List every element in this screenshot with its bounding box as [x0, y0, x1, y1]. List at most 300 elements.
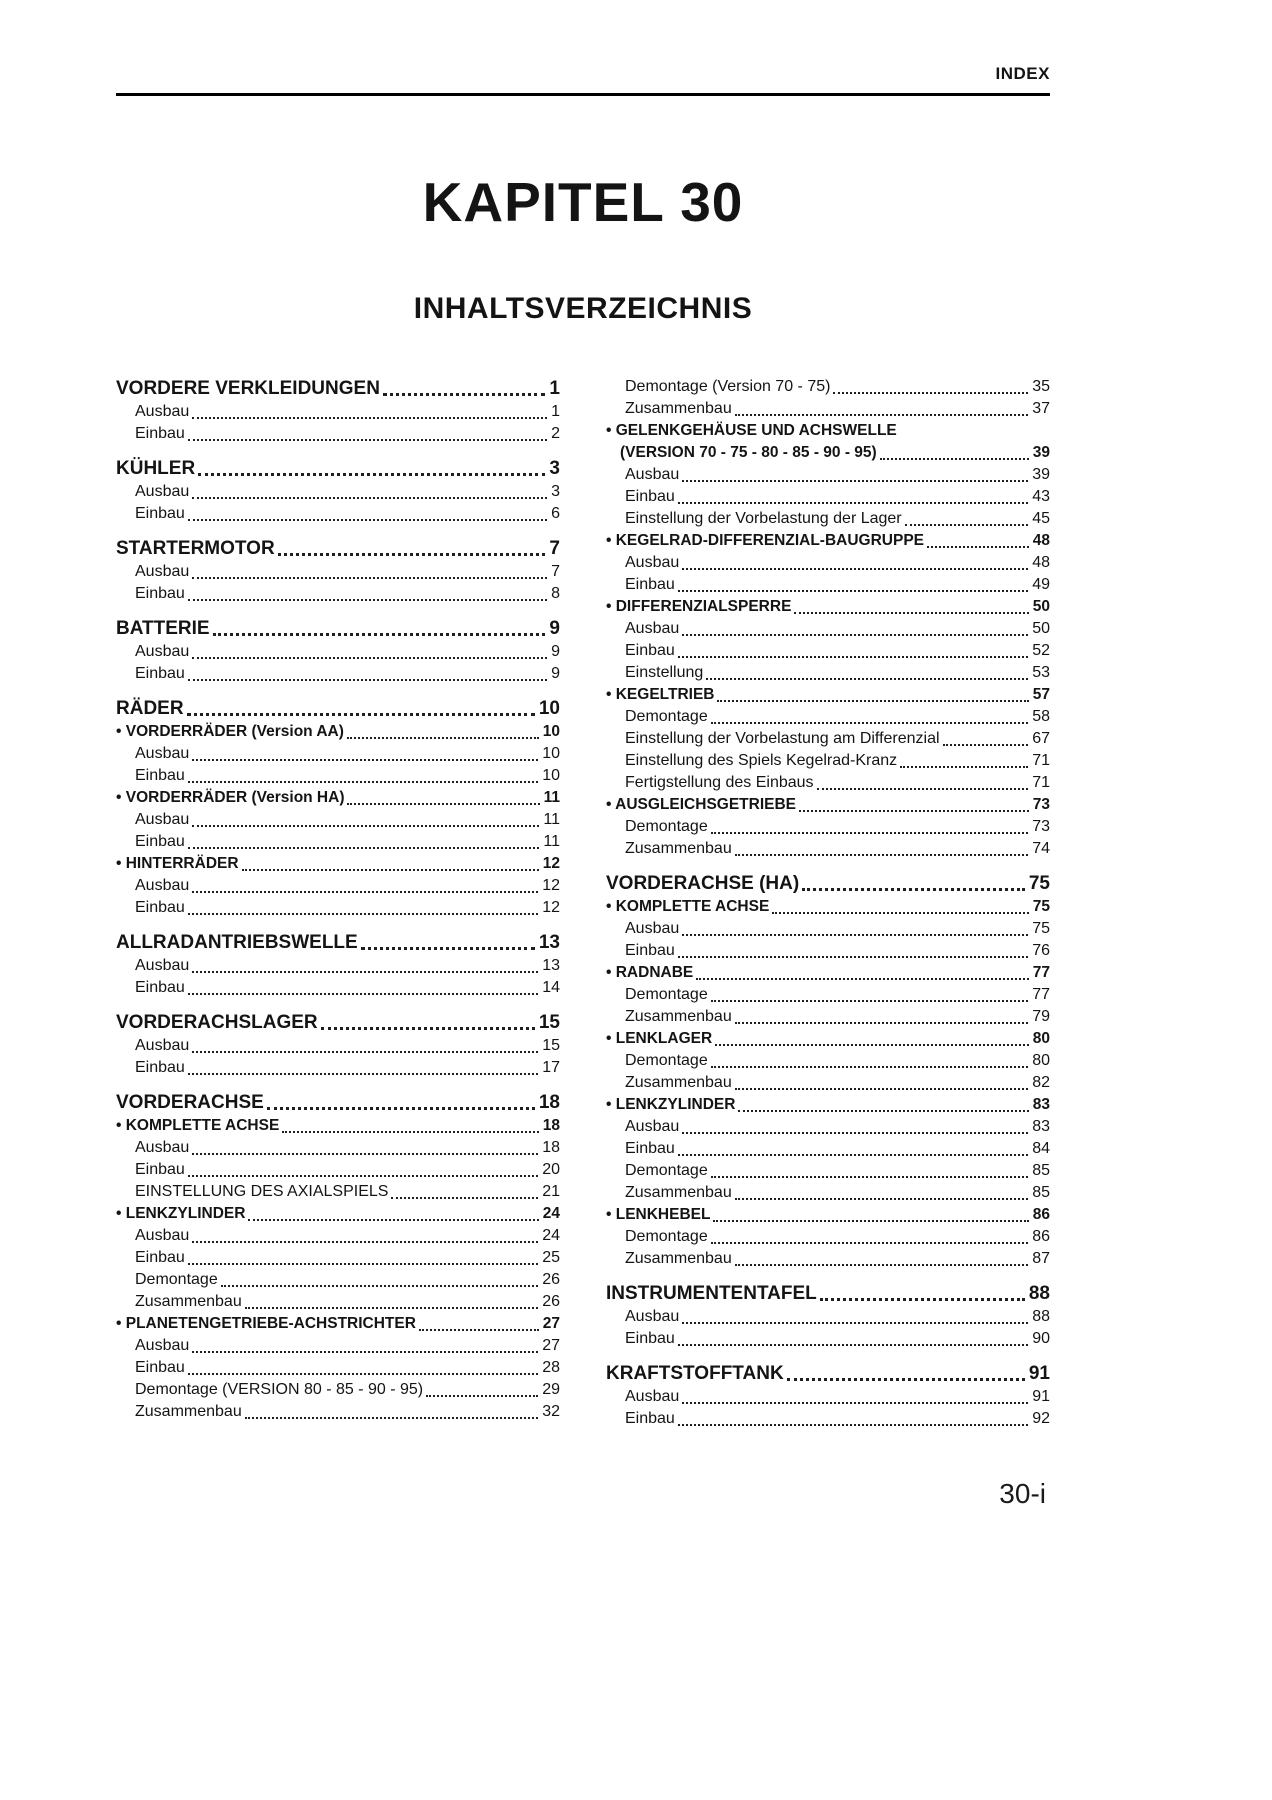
dotted-leader	[711, 1242, 1028, 1244]
dotted-leader	[682, 1322, 1028, 1324]
dotted-leader	[905, 524, 1029, 526]
dotted-leader	[711, 1000, 1028, 1002]
toc-entry	[606, 750, 1050, 772]
toc-entry-label: • RADNABE	[606, 964, 694, 981]
toc-entry-page: 9	[549, 618, 560, 639]
dotted-leader	[900, 766, 1028, 768]
dotted-leader	[188, 1373, 538, 1375]
toc-entry-label: Ausbau	[625, 554, 680, 571]
toc-entry-label: • GELENKGEHÄUSE UND ACHSWELLE	[606, 422, 897, 439]
toc-entry	[116, 503, 560, 525]
dotted-leader	[682, 634, 1028, 636]
toc-entry-label: Einbau	[135, 1059, 185, 1076]
toc-entry-page: 11	[543, 811, 560, 828]
toc-entry-label: • LENKHEBEL	[606, 1206, 711, 1223]
dotted-leader	[711, 722, 1028, 724]
dotted-leader	[192, 1241, 538, 1243]
toc-entry-page: 73	[1032, 818, 1050, 835]
dotted-leader	[192, 497, 547, 499]
toc-entry	[116, 1181, 560, 1203]
toc-entry	[606, 486, 1050, 508]
dotted-leader	[278, 553, 546, 556]
toc-entry	[606, 464, 1050, 486]
toc-entry-label: VORDERACHSLAGER	[116, 1012, 318, 1033]
dotted-leader	[678, 1344, 1028, 1346]
dotted-leader	[678, 1154, 1028, 1156]
toc-entry-page: 24	[542, 1205, 560, 1222]
toc-entry	[606, 1281, 1050, 1306]
toc-entry	[606, 896, 1050, 918]
toc-entry	[116, 875, 560, 897]
toc-entry-label: (VERSION 70 - 75 - 80 - 85 - 90 - 95)	[620, 444, 877, 461]
toc-entry-page: 26	[542, 1293, 560, 1310]
toc-entry	[606, 1050, 1050, 1072]
toc-entry-label: ALLRADANTRIEBSWELLE	[116, 932, 358, 953]
toc-entry-label: Ausbau	[135, 1139, 190, 1156]
toc-entry-page: 26	[542, 1271, 560, 1288]
toc-entry-label: • VORDERRÄDER (Version HA)	[116, 789, 345, 806]
toc-entry-label: Einstellung der Vorbelastung der Lager	[625, 510, 902, 527]
toc-entry-page: 6	[551, 505, 560, 522]
dotted-leader	[799, 810, 1029, 812]
dotted-leader	[682, 1132, 1028, 1134]
chapter-title: KAPITEL 30	[422, 171, 744, 233]
toc-entry-label: RÄDER	[116, 698, 184, 719]
toc-entry-label: Fertigstellung des Einbaus	[625, 774, 814, 791]
dotted-leader	[735, 1264, 1028, 1266]
toc-entry-label: Demontage	[135, 1271, 218, 1288]
toc-entry-label: Demontage	[625, 1228, 708, 1245]
toc-entry	[116, 930, 560, 955]
dotted-leader	[419, 1329, 539, 1331]
toc-entry-page: 10	[542, 767, 560, 784]
toc-entry	[116, 977, 560, 999]
toc-entry-page: 71	[1032, 774, 1050, 791]
toc-entry-label: Einbau	[135, 585, 185, 602]
toc-entry-label: Zusammenbau	[625, 840, 732, 857]
toc-entry-label: Demontage (VERSION 80 - 85 - 90 - 95)	[135, 1381, 424, 1398]
toc-entry-label: Ausbau	[135, 1227, 190, 1244]
page-header	[116, 64, 1050, 84]
toc-entry-label: KRAFTSTOFFTANK	[606, 1363, 784, 1384]
header-rule	[116, 93, 1050, 96]
toc-entry	[606, 816, 1050, 838]
toc-entry	[606, 420, 1050, 442]
toc-entry-label: • KOMPLETTE ACHSE	[606, 898, 770, 915]
dotted-leader	[198, 473, 545, 476]
dotted-leader	[817, 788, 1029, 790]
toc-entry	[606, 508, 1050, 530]
toc-entry-page: 48	[1032, 554, 1050, 571]
toc-entry-page: 80	[1032, 1030, 1050, 1047]
toc-entry-page: 2	[551, 425, 560, 442]
toc-column	[116, 376, 560, 1430]
toc-entry-page: 10	[542, 723, 560, 740]
toc-entry-page: 90	[1032, 1330, 1050, 1347]
toc-entry-page: 1	[551, 403, 560, 420]
toc-entry-page: 83	[1032, 1118, 1050, 1135]
toc-entry-label: Demontage	[625, 986, 708, 1003]
toc-entry	[116, 809, 560, 831]
toc-entry-label: Zusammenbau	[135, 1403, 242, 1420]
toc-entry-page: 10	[542, 745, 560, 762]
toc-entry	[116, 481, 560, 503]
toc-entry-label: Ausbau	[625, 620, 680, 637]
toc-entry-page: 92	[1032, 1410, 1050, 1427]
toc-entry-page: 91	[1028, 1363, 1050, 1384]
toc-entry-label: Demontage (Version 70 - 75)	[625, 378, 831, 395]
dotted-leader	[192, 891, 538, 893]
dotted-leader	[221, 1285, 538, 1287]
toc-entry-label: Einbau	[135, 833, 185, 850]
toc-entry-label: Ausbau	[625, 1118, 680, 1135]
dotted-leader	[943, 744, 1029, 746]
dotted-leader	[188, 1073, 538, 1075]
dotted-leader	[192, 1351, 538, 1353]
dotted-leader	[187, 713, 535, 716]
toc-entry	[606, 1006, 1050, 1028]
dotted-leader	[245, 1417, 538, 1419]
toc-entry	[116, 743, 560, 765]
dotted-leader	[347, 803, 539, 805]
dotted-leader	[715, 1044, 1029, 1046]
toc-entry	[606, 1408, 1050, 1430]
toc-entry-page: 58	[1032, 708, 1050, 725]
toc-entry-label: Zusammenbau	[625, 1074, 732, 1091]
dotted-leader	[321, 1027, 535, 1030]
toc-entry-label: VORDERACHSE (HA)	[606, 873, 800, 894]
toc-entry-page: 21	[542, 1183, 560, 1200]
toc-entry-page: 7	[551, 563, 560, 580]
toc-entry	[606, 838, 1050, 860]
dotted-leader	[192, 971, 538, 973]
dotted-leader	[717, 700, 1028, 702]
toc-entry-page: 18	[542, 1139, 560, 1156]
dotted-leader	[242, 869, 539, 871]
toc-entry	[116, 583, 560, 605]
toc-entry-page: 9	[551, 643, 560, 660]
toc-entry	[606, 1226, 1050, 1248]
toc-entry	[606, 706, 1050, 728]
dotted-leader	[188, 439, 547, 441]
dotted-leader	[383, 393, 546, 396]
dotted-leader	[192, 417, 547, 419]
toc-entry-label: EINSTELLUNG DES AXIALSPIELS	[135, 1183, 389, 1200]
toc-entry-page: 35	[1032, 378, 1050, 395]
toc-entry-label: Einbau	[625, 1140, 675, 1157]
dotted-leader	[682, 568, 1028, 570]
toc-entry	[606, 1072, 1050, 1094]
toc-entry-label: VORDERE VERKLEIDUNGEN	[116, 378, 380, 399]
toc-entry-label: Zusammenbau	[135, 1293, 242, 1310]
toc-entry-label: • DIFFERENZIALSPERRE	[606, 598, 792, 615]
toc-entry-label: Ausbau	[135, 403, 190, 420]
toc-entry-page: 77	[1032, 964, 1050, 981]
toc-entry	[606, 596, 1050, 618]
dotted-leader	[820, 1298, 1025, 1301]
toc-entry	[116, 1335, 560, 1357]
dotted-leader	[188, 781, 538, 783]
dotted-leader	[738, 1110, 1028, 1112]
dotted-leader	[735, 1022, 1028, 1024]
toc-entry-label: Demontage	[625, 1162, 708, 1179]
toc-entry	[606, 662, 1050, 684]
toc-entry-page: 32	[542, 1403, 560, 1420]
dotted-leader	[282, 1131, 538, 1133]
toc-entry	[606, 1160, 1050, 1182]
toc-entry-page: 25	[542, 1249, 560, 1266]
toc-entry-label: Einbau	[135, 1249, 185, 1266]
toc-entry-label: Zusammenbau	[625, 400, 732, 417]
toc-entry-page: 87	[1032, 1250, 1050, 1267]
dotted-leader	[794, 612, 1028, 614]
page-number: 30-i	[999, 1478, 1046, 1509]
toc-entry-label: Ausbau	[135, 811, 190, 828]
dotted-leader	[927, 546, 1029, 548]
dotted-leader	[213, 633, 546, 636]
toc-entry	[116, 641, 560, 663]
toc-entry-page: 67	[1032, 730, 1050, 747]
toc-entry-label: • LENKLAGER	[606, 1030, 713, 1047]
toc-entry-page: 12	[542, 855, 560, 872]
toc-entry	[606, 1204, 1050, 1226]
toc-entry	[116, 1010, 560, 1035]
toc-entry-page: 48	[1032, 532, 1050, 549]
toc-entry	[116, 1269, 560, 1291]
toc-entry	[606, 1138, 1050, 1160]
toc-entry	[116, 616, 560, 641]
toc-entry-page: 8	[551, 585, 560, 602]
toc-entry-page: 50	[1032, 598, 1050, 615]
header-index-label: INDEX	[995, 64, 1050, 83]
toc-entry-page: 71	[1032, 752, 1050, 769]
toc-entry	[606, 1182, 1050, 1204]
toc-entry	[116, 1401, 560, 1423]
toc-entry-page: 11	[543, 789, 560, 806]
dotted-leader	[361, 947, 535, 950]
toc-entry	[606, 618, 1050, 640]
dotted-leader	[696, 978, 1029, 980]
dotted-leader	[192, 577, 547, 579]
toc-entry	[606, 940, 1050, 962]
toc-entry-page: 39	[1032, 466, 1050, 483]
dotted-leader	[192, 1051, 538, 1053]
toc-entry-label: • KEGELTRIEB	[606, 686, 715, 703]
toc-entry-page: 73	[1032, 796, 1050, 813]
toc-entry-label: Einbau	[135, 1161, 185, 1178]
dotted-leader	[188, 1263, 538, 1265]
toc-entry-page: 75	[1028, 873, 1050, 894]
dotted-leader	[678, 956, 1028, 958]
toc-entry-page: 80	[1032, 1052, 1050, 1069]
toc-entry	[116, 663, 560, 685]
toc-entry-label: Einbau	[625, 1410, 675, 1427]
toc-entry-label: Ausbau	[135, 643, 190, 660]
dotted-leader	[188, 679, 547, 681]
toc-entry	[116, 1137, 560, 1159]
toc-entry	[116, 787, 560, 809]
toc-entry-page: 77	[1032, 986, 1050, 1003]
toc-entry-page: 53	[1032, 664, 1050, 681]
toc-entry-label: • HINTERRÄDER	[116, 855, 239, 872]
toc-entry-page: 15	[542, 1037, 560, 1054]
toc-entry	[116, 1247, 560, 1269]
toc-entry	[116, 456, 560, 481]
dotted-leader	[192, 657, 547, 659]
toc-entry-label: Einbau	[135, 1359, 185, 1376]
toc-entry-page: 91	[1032, 1388, 1050, 1405]
dotted-leader	[678, 502, 1028, 504]
toc-entry-page: 15	[538, 1012, 560, 1033]
toc-entry	[116, 1379, 560, 1401]
toc-entry	[606, 728, 1050, 750]
toc-entry	[116, 1291, 560, 1313]
toc-entry-page: 75	[1032, 920, 1050, 937]
toc-entry-page: 12	[542, 877, 560, 894]
dotted-leader	[682, 1402, 1028, 1404]
toc-entry-label: Zusammenbau	[625, 1250, 732, 1267]
toc-entry-label: Ausbau	[625, 1308, 680, 1325]
toc-entry-label: Einbau	[135, 979, 185, 996]
toc-entry	[116, 1035, 560, 1057]
toc-entry-page: 45	[1032, 510, 1050, 527]
dotted-leader	[772, 912, 1028, 914]
toc-entry-page: 24	[542, 1227, 560, 1244]
toc-entry-label: Einstellung	[625, 664, 704, 681]
toc-entry	[606, 1248, 1050, 1270]
toc-entry	[606, 1361, 1050, 1386]
toc-entry	[116, 1159, 560, 1181]
toc-entry	[606, 1028, 1050, 1050]
toc-entry-label: Einbau	[135, 665, 185, 682]
toc-columns	[116, 376, 1050, 1430]
toc-entry-label: STARTERMOTOR	[116, 538, 275, 559]
toc-entry	[606, 376, 1050, 398]
toc-entry-label: Ausbau	[135, 745, 190, 762]
dotted-leader	[678, 590, 1028, 592]
toc-entry-page: 76	[1032, 942, 1050, 959]
toc-entry-page: 84	[1032, 1140, 1050, 1157]
toc-entry	[606, 1094, 1050, 1116]
toc-entry-label: Zusammenbau	[625, 1008, 732, 1025]
toc-entry-page: 86	[1032, 1228, 1050, 1245]
toc-entry	[116, 897, 560, 919]
toc-entry-page: 83	[1032, 1096, 1050, 1113]
toc-entry-page: 13	[538, 932, 560, 953]
toc-entry	[116, 765, 560, 787]
toc-entry-label: BATTERIE	[116, 618, 210, 639]
toc-entry-label: • LENKZYLINDER	[116, 1205, 246, 1222]
toc-entry-label: Ausbau	[135, 1037, 190, 1054]
toc-entry-page: 85	[1032, 1184, 1050, 1201]
dotted-leader	[682, 934, 1028, 936]
toc-entry-label: Einbau	[625, 642, 675, 659]
toc-entry	[606, 1306, 1050, 1328]
toc-entry-page: 49	[1032, 576, 1050, 593]
toc-entry-label: Ausbau	[625, 920, 680, 937]
dotted-leader	[678, 1424, 1028, 1426]
dotted-leader	[711, 1066, 1028, 1068]
dotted-leader	[188, 1175, 538, 1177]
toc-entry-page: 75	[1032, 898, 1050, 915]
toc-entry	[606, 530, 1050, 552]
toc-entry-page: 7	[549, 538, 560, 559]
toc-entry-label: Einbau	[625, 1330, 675, 1347]
dotted-leader	[248, 1219, 538, 1221]
toc-entry-page: 3	[551, 483, 560, 500]
toc-entry-label: Ausbau	[135, 483, 190, 500]
toc-entry-label: Demontage	[625, 818, 708, 835]
dotted-leader	[711, 1176, 1028, 1178]
dotted-leader	[188, 519, 547, 521]
toc-entry-page: 82	[1032, 1074, 1050, 1091]
toc-entry-label: Ausbau	[135, 563, 190, 580]
toc-entry	[606, 552, 1050, 574]
toc-entry-page: 74	[1032, 840, 1050, 857]
dotted-leader	[188, 847, 540, 849]
toc-entry	[606, 871, 1050, 896]
toc-entry-label: VORDERACHSE	[116, 1092, 264, 1113]
dotted-leader	[711, 832, 1028, 834]
toc-entry-label: Einbau	[135, 505, 185, 522]
toc-column	[606, 376, 1050, 1430]
toc-entry-label: Einbau	[135, 767, 185, 784]
toc-entry-page: 17	[542, 1059, 560, 1076]
toc-entry-page: 50	[1032, 620, 1050, 637]
dotted-leader	[245, 1307, 538, 1309]
dotted-leader	[188, 993, 538, 995]
dotted-leader	[735, 414, 1028, 416]
dotted-leader	[880, 458, 1029, 460]
toc-title: INHALTSVERZEICHNIS	[413, 292, 753, 325]
toc-entry-page: 86	[1032, 1206, 1050, 1223]
dotted-leader	[192, 1153, 538, 1155]
toc-entry	[116, 536, 560, 561]
dotted-leader	[735, 1088, 1028, 1090]
toc-entry-page: 88	[1028, 1283, 1050, 1304]
dotted-leader	[833, 392, 1028, 394]
toc-entry	[606, 794, 1050, 816]
toc-entry-page: 57	[1032, 686, 1050, 703]
toc-entry	[606, 772, 1050, 794]
toc-entry-label: Ausbau	[135, 877, 190, 894]
toc-entry-label: Zusammenbau	[625, 1184, 732, 1201]
toc-entry	[606, 1386, 1050, 1408]
toc-entry-page: 52	[1032, 642, 1050, 659]
toc-entry-label: Einbau	[625, 488, 675, 505]
dotted-leader	[426, 1395, 538, 1397]
toc-entry-label: KÜHLER	[116, 458, 196, 479]
dotted-leader	[188, 599, 547, 601]
toc-entry-label: Einbau	[135, 899, 185, 916]
toc-entry	[116, 1057, 560, 1079]
toc-entry	[606, 1328, 1050, 1350]
toc-entry-page: 29	[542, 1381, 560, 1398]
toc-entry-label: Einbau	[135, 425, 185, 442]
dotted-leader	[713, 1220, 1028, 1222]
dotted-leader	[678, 656, 1028, 658]
toc-entry	[116, 831, 560, 853]
toc-entry	[606, 984, 1050, 1006]
dotted-leader	[802, 888, 1025, 891]
toc-entry-label: • PLANETENGETRIEBE-ACHSTRICHTER	[116, 1315, 416, 1332]
toc-entry-page: 85	[1032, 1162, 1050, 1179]
dotted-leader	[267, 1107, 535, 1110]
toc-entry-label: Ausbau	[135, 1337, 190, 1354]
toc-entry-page: 9	[551, 665, 560, 682]
toc-entry-page: 14	[542, 979, 560, 996]
toc-entry	[116, 561, 560, 583]
